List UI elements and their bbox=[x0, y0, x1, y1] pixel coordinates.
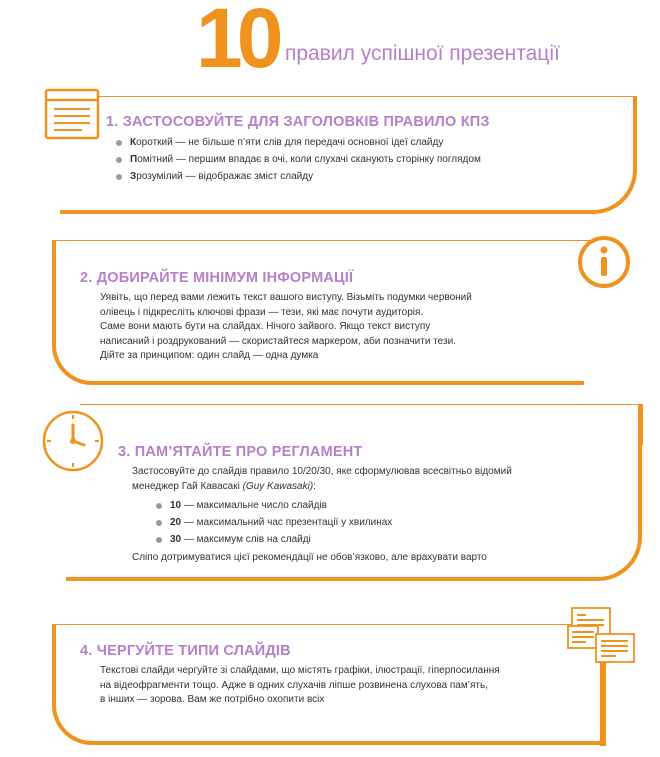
rule-3-closing: Сліпо дотримуватися цієї рекомендації не обов’язково, але врахувати варто bbox=[132, 552, 487, 563]
rule-1-heading: 1. ЗАСТОСОВУЙТЕ ДЛЯ ЗАГОЛОВКІВ ПРАВИЛО КПЗ bbox=[106, 114, 490, 130]
rule-3-list bbox=[156, 497, 392, 548]
rule-2-heading: 2. ДОБИРАЙТЕ МІНІМУМ ІНФОРМАЦІЇ bbox=[80, 270, 354, 286]
clock-icon bbox=[40, 408, 106, 474]
rule-2-body: Уявіть, що перед вами лежить текст вашого виступу. Візьміть подумки червоний олівець і підкресліть ключові фрази — тези, які має почути аудиторія. Саме вони мають бути на слайдах. Нічого зайвого. Якщо текст виступу написаний і роздрукований — скористайтеся маркером, аби позначити тези. Дійте за принципом: один слайд — одна думка bbox=[100, 292, 472, 362]
info-icon bbox=[576, 234, 632, 290]
slides-icon bbox=[566, 604, 636, 666]
list-item: 10 — максимальне число слайдів bbox=[156, 497, 392, 514]
list-item: Зрозумілий — відображає зміст слайду bbox=[116, 168, 481, 185]
rule-1-list bbox=[116, 134, 481, 185]
list-item: Короткий — не більше п’яти слів для передачі основної ідеї слайду bbox=[116, 134, 481, 151]
document-icon bbox=[42, 86, 102, 142]
list-item: Помітний — першим впадає в очі, коли слухачі сканують сторінку поглядом bbox=[116, 151, 481, 168]
rule-3-heading: 3. ПАМ’ЯТАЙТЕ ПРО РЕГЛАМЕНТ bbox=[118, 444, 363, 460]
list-item: 20 — максимальний час презентації у хвилинах bbox=[156, 514, 392, 531]
rule-4-heading: 4. ЧЕРГУЙТЕ ТИПИ СЛАЙДІВ bbox=[80, 643, 291, 659]
rule-4-body: Текстові слайди чергуйте зі слайдами, що містять графіки, ілюстрації, гіперпосилання на відеофрагменти тощо. Адже в одних слухачів ліпше розвинена слухова пам’ять, в інших — зорова. Вам же потрібно охопити всіх bbox=[100, 665, 500, 706]
page-title: правил успішної презентації bbox=[285, 42, 560, 65]
list-item: 30 — максимум слів на слайді bbox=[156, 531, 392, 548]
big-number: 10 bbox=[196, 0, 278, 85]
rule-3-intro: Застосовуйте до слайдів правило 10/20/30, яке сформулював всесвітньо відомий менеджер Гай Кавасакі (Guy Kawasaki): bbox=[132, 466, 512, 492]
